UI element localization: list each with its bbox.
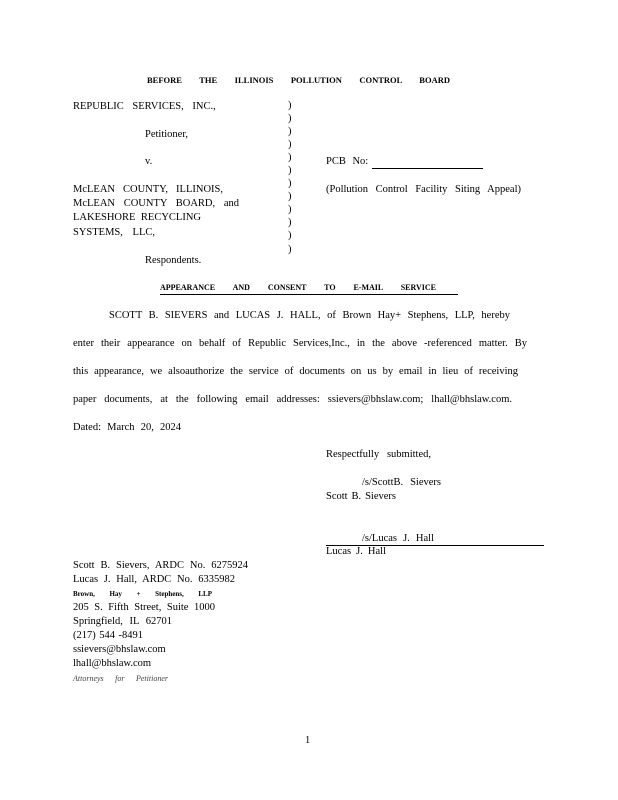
pcb-label: PCB No: (326, 156, 369, 167)
petitioner-role: Petitioner, (145, 129, 189, 140)
petitioner-name: REPUBLIC SERVICES, INC., (73, 101, 216, 112)
contact-line-2: Lucas J. Hall, ARDC No. 6335982 (73, 574, 235, 585)
respondent-line-3: LAKESHORE RECYCLING (73, 212, 201, 223)
signer-1-name: Scott B. Sievers (326, 491, 396, 502)
body-line-1: SCOTT B. SIEVERS and LUCAS J. HALL, of Brown Hay+ Stephens, LLP, hereby (109, 310, 510, 321)
signature-2: /s/Lucas J. Hall (362, 533, 434, 544)
respondent-role: Respondents. (145, 255, 202, 266)
versus-label: v. (145, 156, 153, 167)
respondent-line-2: McLEAN COUNTY BOARD, and (73, 198, 239, 209)
board-title: BEFORE THE ILLINOIS POLLUTION CONTROL BOARD (147, 75, 450, 85)
pcb-number-line (372, 168, 483, 169)
firm-name: Brown, Hay + Stephens, LLP (73, 590, 212, 598)
address-line-1: 205 S. Fifth Street, Suite 1000 (73, 602, 215, 613)
body-line-3: this appearance, we alsoauthorize the service of documents on us by email in lieu of receiving (73, 366, 518, 377)
page-number: 1 (305, 735, 311, 746)
caption-parentheses: ) ) ) ) ) ) ) ) ) ) ) ) (288, 100, 292, 255)
attorneys-role: Attorneys for Petitioner (73, 674, 168, 683)
phone: (217) 544 -8491 (73, 630, 143, 641)
closing: Respectfully submitted, (326, 449, 431, 460)
signer-2-name: Lucas J. Hall (326, 546, 386, 557)
contact-line-1: Scott B. Sievers, ARDC No. 6275924 (73, 560, 248, 571)
email-1[interactable]: ssievers@bhslaw.com (73, 644, 166, 655)
document-title: APPEARANCE AND CONSENT TO E-MAIL SERVICE (160, 283, 436, 292)
body-line-4: paper documents, at the following email addresses: ssievers@bhslaw.com; lhall@bhslaw.com. (73, 394, 512, 405)
date-line: Dated: March 20, 2024 (73, 422, 181, 433)
signature-1: /s/ScottB. Sievers (362, 477, 441, 488)
title-underline (160, 294, 458, 295)
respondent-line-4: SYSTEMS, LLC, (73, 227, 155, 238)
case-type: (Pollution Control Facility Siting Appeal) (326, 184, 521, 195)
body-line-2: enter their appearance on behalf of Republic Services,Inc., in the above -referenced matter. By (73, 338, 527, 349)
email-2[interactable]: lhall@bhslaw.com (73, 658, 152, 669)
respondent-line-1: McLEAN COUNTY, ILLINOIS, (73, 184, 223, 195)
address-line-2: Springfield, IL 62701 (73, 616, 172, 627)
